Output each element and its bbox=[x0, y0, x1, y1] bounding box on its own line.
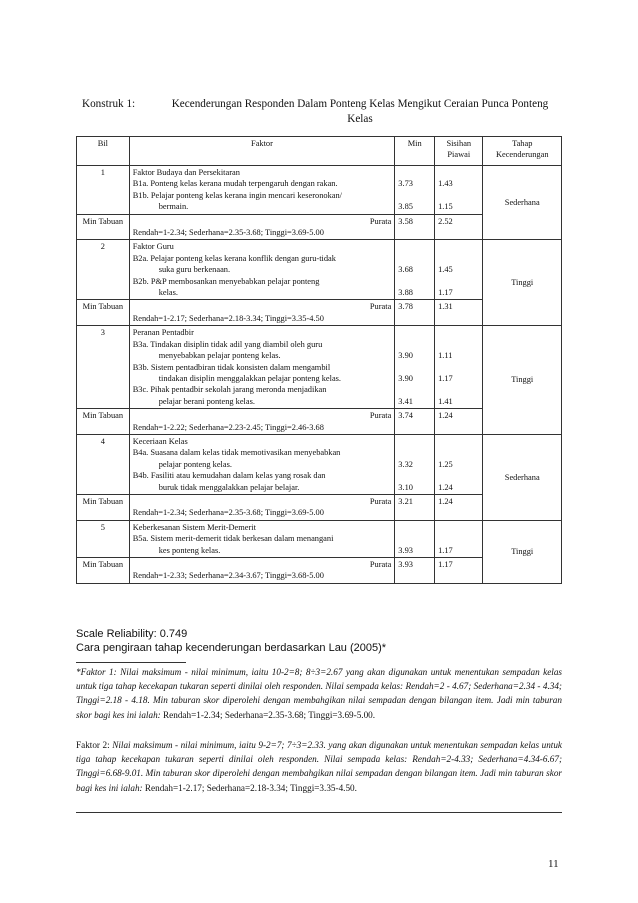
item-text: B1a. Ponteng kelas kerana mudah terpengaruh dengan rakan. bbox=[132, 179, 338, 189]
item-min: 3.93 bbox=[398, 545, 413, 555]
footnote-divider bbox=[76, 662, 186, 663]
header-faktor: Faktor bbox=[129, 137, 395, 166]
factor-number: 4 bbox=[77, 434, 130, 494]
header-min: Min bbox=[395, 137, 435, 166]
factor-number: 1 bbox=[77, 166, 130, 215]
tabuan-ranges: Rendah=1-2.33; Sederhana=2.34-3.67; Tinggi=3.68-5.00 bbox=[132, 571, 324, 581]
tabuan-ranges: Rendah=1-2.17; Sederhana=2.18-3.34; Tinggi=3.35-4.50 bbox=[132, 313, 324, 323]
factor-cell bbox=[129, 240, 395, 300]
min-tabuan-label: Min Tabuan bbox=[77, 409, 130, 435]
tabuan-ranges: Rendah=1-2.34; Sederhana=2.35-3.68; Tinggi=3.69-5.00 bbox=[132, 508, 324, 518]
purata-label: Purata bbox=[369, 496, 392, 506]
tabuan-ranges: Rendah=1-2.22; Sederhana=2.23-2.45; Tinggi=2.46-3.68 bbox=[132, 422, 324, 432]
purata-sd: 1.24 bbox=[435, 409, 483, 435]
item-sd: 1.43 bbox=[438, 179, 453, 189]
footnote-factor-1 bbox=[76, 665, 562, 722]
item-text: B2b. P&P membosankan menyebabkan pelajar ponteng bbox=[132, 276, 320, 286]
tabuan-cell bbox=[129, 300, 395, 326]
header-bil: Bil bbox=[77, 137, 130, 166]
footnote-2-lead: Faktor 2: bbox=[76, 740, 110, 750]
item-min: 3.73 bbox=[398, 179, 413, 189]
item-min: 3.68 bbox=[398, 265, 413, 275]
item-sd: 1.41 bbox=[438, 396, 453, 406]
item-text: B5a. Sistem merit-demerit tidak berkesan dalam menangani bbox=[132, 534, 334, 544]
tabuan-cell bbox=[129, 409, 395, 435]
item-sd: 1.17 bbox=[438, 545, 453, 555]
item-text: tindakan disiplin menggalakkan pelajar ponteng kelas. bbox=[158, 373, 342, 383]
purata-label: Purata bbox=[369, 560, 392, 569]
tabuan-cell bbox=[129, 214, 395, 240]
tahap-cell: Sederhana bbox=[483, 434, 562, 520]
factor-cell bbox=[129, 166, 395, 215]
min-tabuan-label: Min Tabuan bbox=[77, 558, 130, 584]
purata-sd: 1.17 bbox=[435, 558, 483, 584]
purata-label: Purata bbox=[369, 411, 392, 421]
factor-title: Faktor Guru bbox=[132, 242, 174, 252]
item-min: 3.32 bbox=[398, 459, 413, 469]
sd-cell bbox=[435, 520, 483, 557]
item-text: B1b. Pelajar ponteng kelas kerana ingin mencari keseronokan/ bbox=[132, 190, 342, 200]
construct-title: Kecenderungan Responden Dalam Ponteng Kelas Mengikut Ceraian Punca Ponteng Kelas bbox=[171, 98, 549, 125]
page-number: 11 bbox=[548, 858, 559, 870]
min-cell bbox=[395, 520, 435, 557]
purata-sd: 2.52 bbox=[435, 214, 483, 240]
sd-cell bbox=[435, 166, 483, 215]
item-min: 3.85 bbox=[398, 202, 413, 212]
factor-number: 3 bbox=[77, 326, 130, 409]
sd-cell bbox=[435, 240, 483, 300]
factor-cell bbox=[129, 434, 395, 494]
purata-min: 3.58 bbox=[395, 214, 435, 240]
purata-min: 3.21 bbox=[395, 494, 435, 520]
footnote-2-italic: Nilai maksimum - nilai minimum, iaitu 9-2=7; 7÷3=2.33. yang akan digunakan untuk menentukan sempadan kelas untuk tiga tahap kecekapan tukaran seperti dinilai oleh responden. Nilai sempada kelas: Rendah=2-4.33; Sederhana=4.34-6.67; Tinggi=6.68-9.01. Min taburan skor diperolehi dengan membahgikan nilai sempadan dengan bilangan item. Jadi min taburan skor bagi kes ini ialah: bbox=[76, 740, 563, 793]
factor-title: Keceriaan Kelas bbox=[132, 436, 188, 446]
item-text: B3a. Tindakan disiplin tidak adil yang diambil oleh guru bbox=[132, 339, 323, 349]
item-text: kes ponteng kelas. bbox=[158, 545, 221, 555]
item-text: pelajar berani ponteng kelas. bbox=[158, 396, 255, 406]
bottom-rule bbox=[76, 812, 562, 813]
min-cell bbox=[395, 326, 435, 409]
table-row bbox=[77, 326, 562, 409]
min-cell bbox=[395, 166, 435, 215]
purata-sd: 1.31 bbox=[435, 300, 483, 326]
table-row bbox=[77, 520, 562, 557]
item-text: pelajar ponteng kelas. bbox=[158, 459, 232, 469]
purata-min: 3.74 bbox=[395, 409, 435, 435]
item-text: menyebabkan pelajar ponteng kelas. bbox=[158, 351, 281, 361]
item-text: suka guru berkenaan. bbox=[158, 265, 231, 275]
purata-sd: 1.24 bbox=[435, 494, 483, 520]
item-sd: 1.11 bbox=[438, 351, 453, 361]
item-min: 3.90 bbox=[398, 373, 413, 383]
table-row bbox=[77, 240, 562, 300]
item-text: bermain. bbox=[158, 202, 189, 212]
construct-label: Konstruk 1: bbox=[82, 98, 136, 110]
item-text: B4a. Suasana dalam kelas tidak memotivasikan menyebabkan bbox=[132, 448, 341, 458]
factor-title: Keberkesanan Sistem Merit-Demerit bbox=[132, 522, 256, 532]
item-text: kelas. bbox=[158, 288, 178, 298]
purata-min: 3.93 bbox=[395, 558, 435, 584]
factor-number: 2 bbox=[77, 240, 130, 300]
item-min: 3.90 bbox=[398, 351, 413, 361]
item-sd: 1.17 bbox=[438, 373, 453, 383]
table-row bbox=[77, 166, 562, 215]
factor-title: Faktor Budaya dan Persekitaran bbox=[132, 168, 240, 177]
item-sd: 1.24 bbox=[438, 482, 453, 492]
item-min: 3.10 bbox=[398, 482, 413, 492]
min-tabuan-label: Min Tabuan bbox=[77, 300, 130, 326]
tabuan-cell bbox=[129, 494, 395, 520]
table-header-row bbox=[77, 137, 562, 166]
purata-min: 3.78 bbox=[395, 300, 435, 326]
min-tabuan-label: Min Tabuan bbox=[77, 494, 130, 520]
header-sisihan: Sisihan Piawai bbox=[435, 137, 483, 166]
scale-reliability: Scale Reliability: 0.749 bbox=[76, 628, 188, 640]
item-text: B4b. Fasiliti atau kemudahan dalam kelas yang rosak dan bbox=[132, 471, 326, 481]
footnote-1-values: Rendah=1-2.34; Sederhana=2.35-3.68; Tinggi=3.69-5.00. bbox=[163, 709, 376, 720]
min-cell bbox=[395, 240, 435, 300]
factor-cell bbox=[129, 326, 395, 409]
tahap-cell: Tinggi bbox=[483, 326, 562, 435]
tabuan-cell bbox=[129, 558, 395, 584]
table-body bbox=[77, 166, 562, 584]
table-row bbox=[77, 434, 562, 494]
factor-number: 5 bbox=[77, 520, 130, 557]
header-tahap: Tahap Kecenderungan bbox=[483, 137, 562, 166]
item-min: 3.88 bbox=[398, 288, 413, 298]
sd-cell bbox=[435, 326, 483, 409]
tahap-cell: Tinggi bbox=[483, 520, 562, 583]
item-sd: 1.45 bbox=[438, 265, 453, 275]
footnote-2-values: Rendah=1-2.17; Sederhana=2.18-3.34; Tinggi=3.35-4.50. bbox=[144, 782, 357, 793]
tahap-cell: Tinggi bbox=[483, 240, 562, 326]
factor-title: Peranan Pentadbir bbox=[132, 328, 194, 338]
factor-cell bbox=[129, 520, 395, 557]
min-tabuan-label: Min Tabuan bbox=[77, 214, 130, 240]
item-min: 3.41 bbox=[398, 396, 413, 406]
sd-cell bbox=[435, 434, 483, 494]
item-sd: 1.15 bbox=[438, 202, 453, 212]
item-text: B3b. Sistem pentadbiran tidak konsisten dalam mengambil bbox=[132, 362, 331, 372]
item-text: B2a. Pelajar ponteng kelas kerana konflik dengan guru-tidak bbox=[132, 253, 336, 263]
calculation-method: Cara pengiraan tahap kecenderungan berdasarkan Lau (2005)* bbox=[76, 642, 387, 654]
tabuan-ranges: Rendah=1-2.34; Sederhana=2.35-3.68; Tinggi=3.69-5.00 bbox=[132, 228, 324, 238]
footnote-1-italic: *Faktor 1: Nilai maksimum - nilai minimum, iaitu 10-2=8; 8÷3=2.67 yang akan digunakan untuk menentukan sempadan kelas untuk tiga tahap kecekapan tukaran seperti dinilai oleh responden. Nilai sempada kelas: Rendah=2 - 4.67; Sederhana=2.34 - 4.34; Tinggi=2.18 - 4.18. Min taburan skor diperolehi dengan membahgikan nilai sempadan dengan bilangan item. Jadi min taburan skor bagi kes ini ialah: bbox=[76, 667, 562, 720]
item-text: buruk tidak menggalakkan pelajar belajar. bbox=[158, 482, 300, 492]
item-sd: 1.17 bbox=[438, 288, 453, 298]
item-text: B3c. Pihak pentadbir sekolah jarang meronda menjadikan bbox=[132, 385, 327, 395]
tahap-cell: Sederhana bbox=[483, 166, 562, 240]
item-sd: 1.25 bbox=[438, 459, 453, 469]
results-table bbox=[76, 136, 562, 584]
min-cell bbox=[395, 434, 435, 494]
purata-label: Purata bbox=[369, 216, 392, 226]
footnote-factor-2 bbox=[76, 738, 562, 795]
purata-label: Purata bbox=[369, 302, 392, 312]
